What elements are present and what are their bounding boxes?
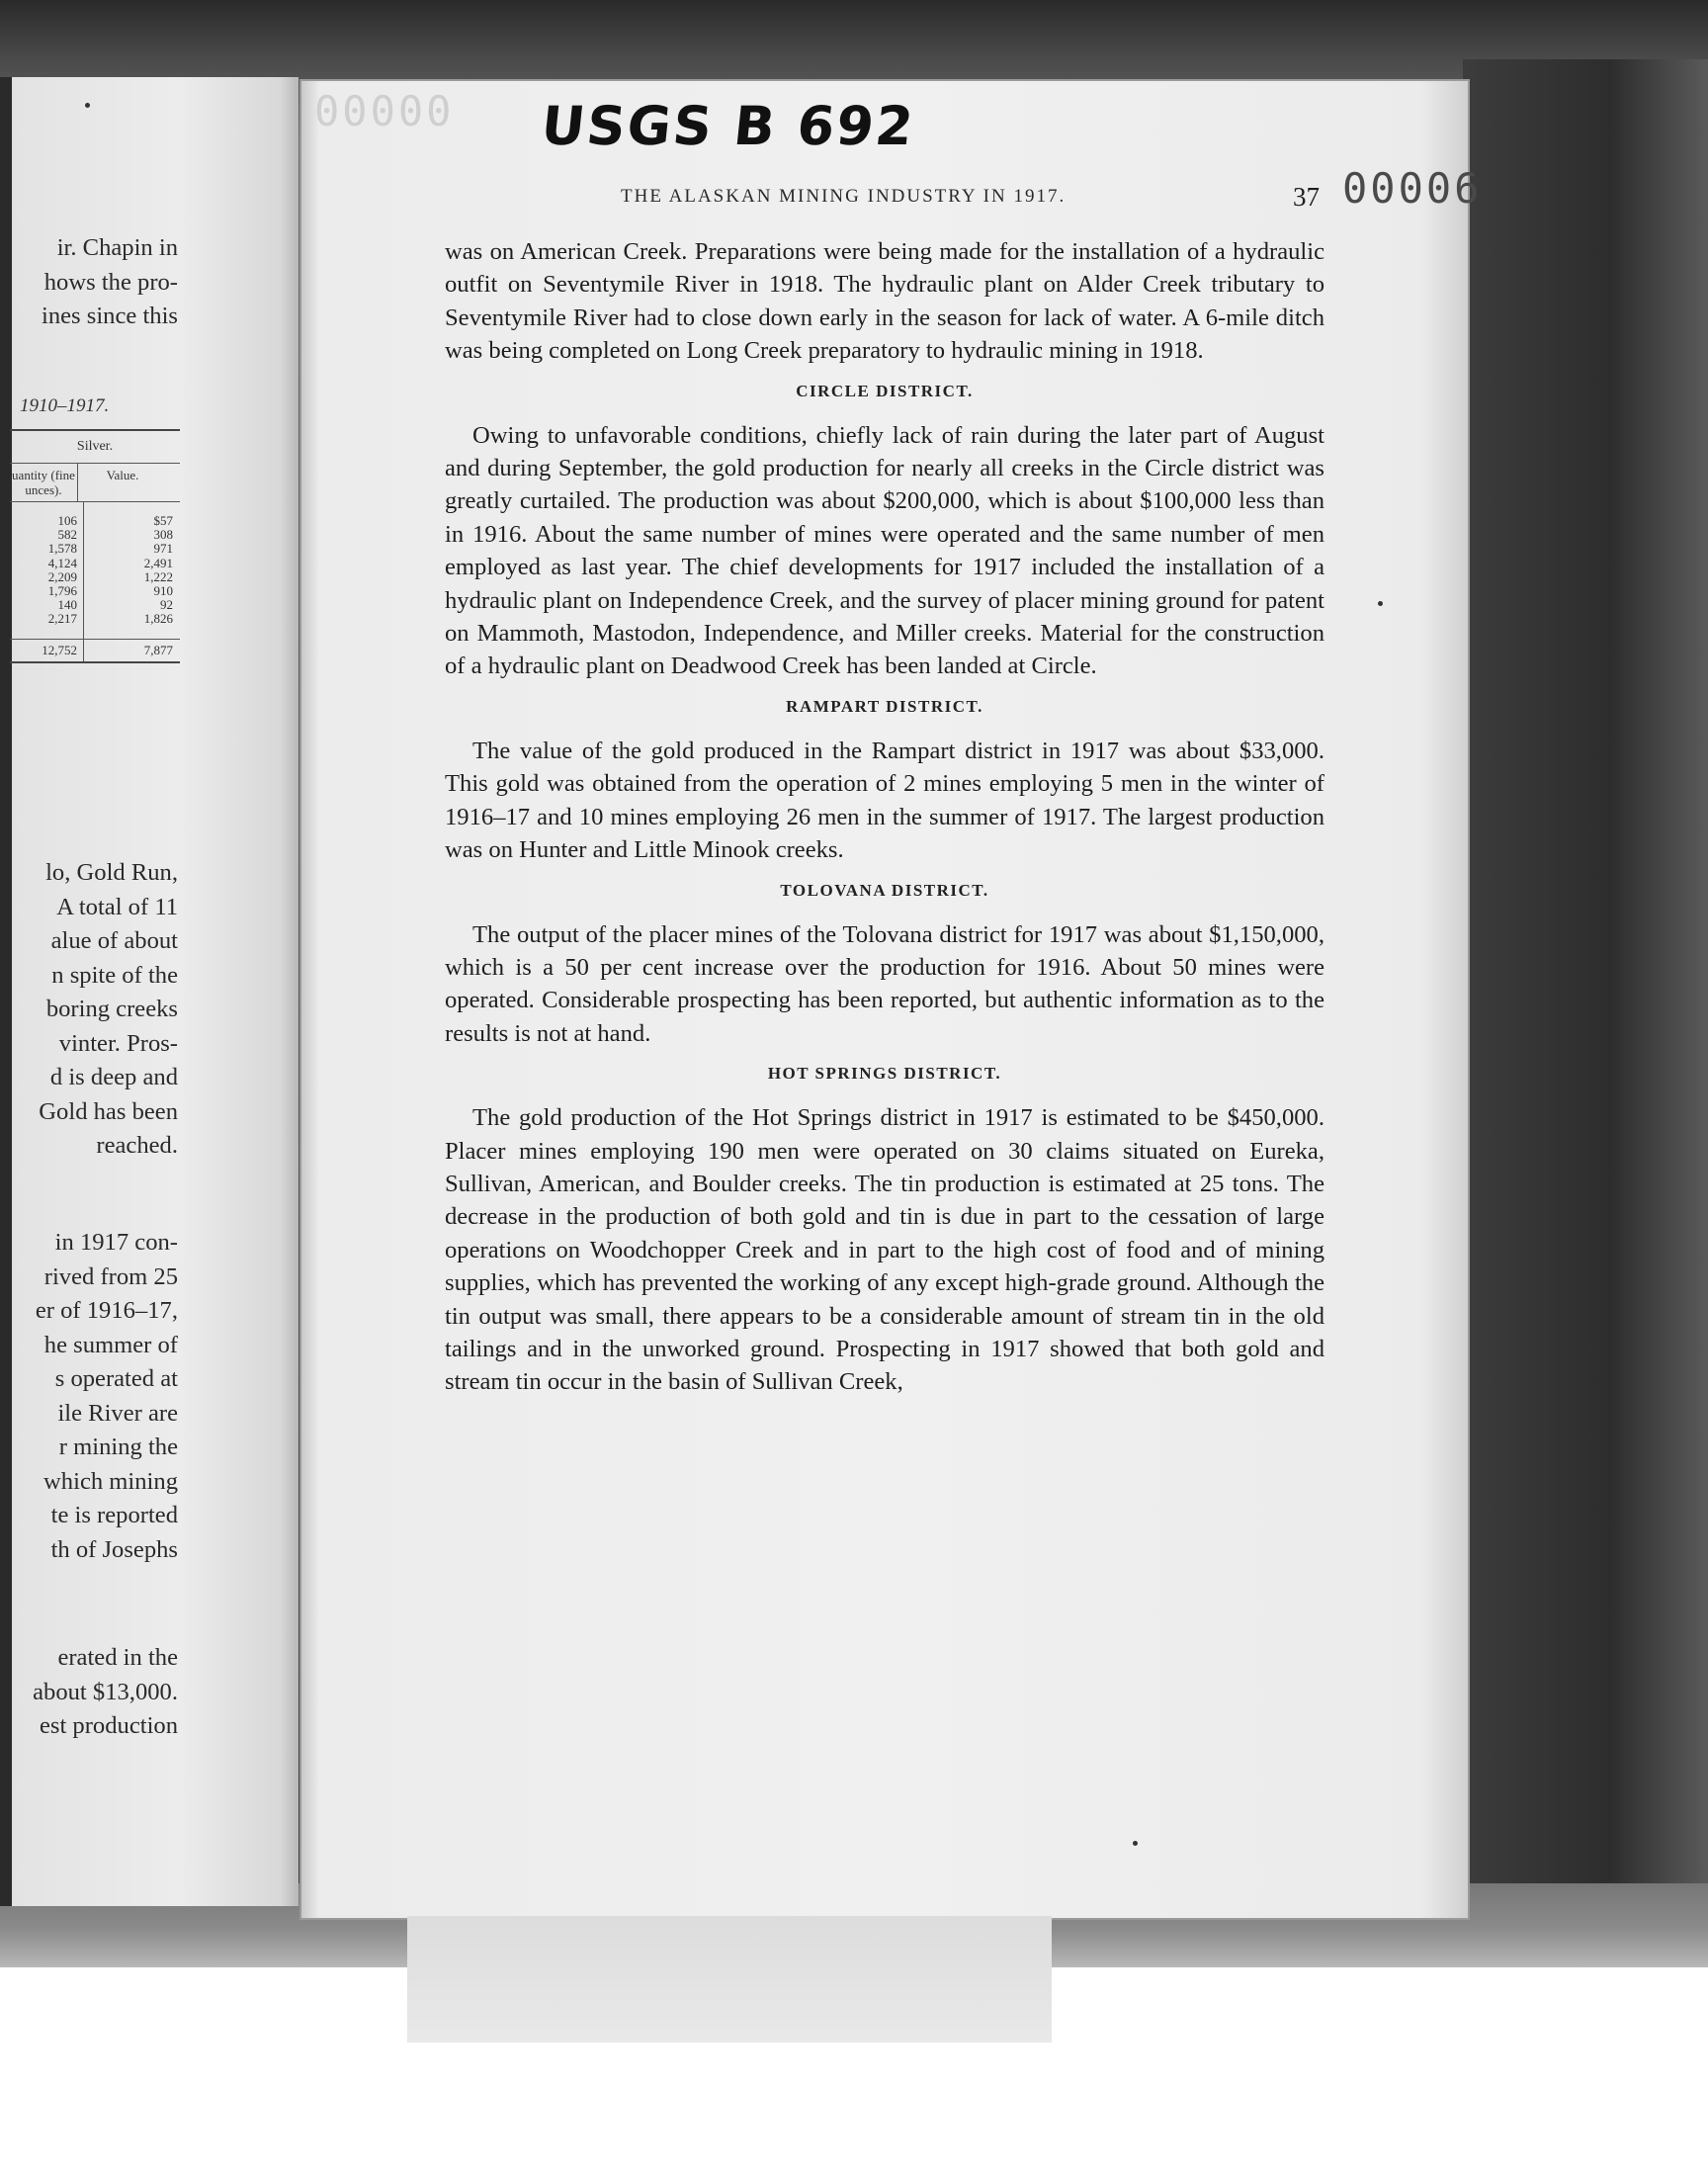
stray-mark <box>1378 601 1383 606</box>
table-row <box>10 598 180 612</box>
running-head: THE ALASKAN MINING INDUSTRY IN 1917. <box>621 186 1067 207</box>
quantity-cell: 106 <box>10 514 84 528</box>
value-cell: 308 <box>153 527 173 543</box>
handwritten-label: USGS B 692 <box>538 95 918 157</box>
left-page-line: lo, Gold Run, <box>45 859 178 886</box>
value-cell: 92 <box>160 597 173 613</box>
quantity-cell: 2,209 <box>10 570 84 584</box>
total-quantity: 12,752 <box>10 640 84 661</box>
table-row <box>10 570 180 584</box>
page-bottom-tab <box>407 1916 1052 2043</box>
left-page-line: about $13,000. <box>33 1678 178 1705</box>
left-page-line: th of Josephs <box>50 1535 178 1563</box>
silver-column-headers <box>10 464 180 502</box>
section-heading-rampart: RAMPART DISTRICT. <box>786 696 983 716</box>
left-page-text <box>0 77 299 1906</box>
stray-mark <box>1133 1841 1138 1846</box>
quantity-cell: 1,796 <box>10 584 84 598</box>
silver-total-row <box>10 639 180 661</box>
table-row <box>10 528 180 542</box>
scan-shadow-right <box>1463 59 1708 2175</box>
section-body-tolovana: The output of the placer mines of the Tolovana district for 1917 was about $1,150,000, which is a 50 per cent increase over the production for 1916. About 50 mines were operated. Considerable prospecting has been reported, but authentic information as to the results is not at hand. <box>445 920 1324 1047</box>
value-cell: 1,222 <box>143 568 173 584</box>
left-page-line: in 1917 con- <box>54 1229 178 1256</box>
quantity-cell: 2,217 <box>10 612 84 626</box>
left-page-line: vinter. Pros- <box>58 1029 178 1057</box>
section-heading-hot-springs: HOT SPRINGS DISTRICT. <box>767 1064 1002 1084</box>
left-page-line: ile River are <box>57 1399 178 1427</box>
table-spacer <box>10 627 180 639</box>
total-value: 7,877 <box>143 642 173 657</box>
section-heading-tolovana: TOLOVANA DISTRICT. <box>780 880 989 900</box>
value-cell: $57 <box>153 513 173 528</box>
quantity-cell: 140 <box>10 598 84 612</box>
intro-paragraph: was on American Creek. Preparations were being made for the installation of a hydraulic outfit on Seventymile River in 1918. The hydraulic plant on Alder Creek tributary to Seventymile River had to close down early in the season for lack of water. A 6-mile ditch was being completed on Long Creek preparatory to hydraulic mining in 1918. <box>445 238 1324 365</box>
faint-stamp: 00000 <box>314 87 455 135</box>
left-page-line: A total of 11 <box>56 893 178 920</box>
left-page-line: te is reported <box>50 1502 178 1528</box>
quantity-cell: 4,124 <box>10 557 84 570</box>
section-body-rampart: The value of the gold produced in the Rampart district in 1917 was about $33,000. This gold was obtained from the operation of 2 mines employing 5 men in the winter of 1916–17 and 10 mines employing 26 men in the summer of 1917. The largest production was on Hunter and Little Minook creeks. <box>445 737 1324 864</box>
main-text-column <box>445 235 1324 1399</box>
left-page-line: n spite of the <box>51 961 178 989</box>
table-row <box>10 612 180 626</box>
page-stamp: 00006 <box>1342 164 1483 213</box>
value-cell: 910 <box>153 583 173 599</box>
section-heading-circle: CIRCLE DISTRICT. <box>796 381 974 400</box>
section-body-circle: Owing to unfavorable conditions, chiefly lack of rain during the later part of August and during September, the gold production for nearly all creeks in the Circle district was greatly curtailed. The production was about $200,000, which is about $100,000 less than in 1916. About the same number of mines were operated and the same number of men employed as last year. The chief developments for 1917 included the installation of a hydraulic plant on Independence Creek, and the survey of placer mining ground for patent on Mammoth, Mastodon, Independence, and Miller creeks. Material for the construction of a hydraulic plant on Deadwood Creek has been landed at Circle. <box>445 421 1324 680</box>
left-page-line: r mining the <box>58 1434 178 1460</box>
table-row <box>10 514 180 528</box>
left-page-fragment <box>0 77 299 1906</box>
left-page-line: alue of about <box>50 927 178 954</box>
left-page-line: boring creeks <box>45 996 178 1022</box>
value-cell: 1,826 <box>143 611 173 627</box>
left-page-line: reached. <box>96 1132 178 1159</box>
left-page-line: Gold has been <box>39 1097 178 1125</box>
value-cell: 971 <box>153 541 173 557</box>
page-number: 37 <box>1293 182 1320 212</box>
value-cell: 2,491 <box>143 555 173 570</box>
quantity-cell: 582 <box>10 528 84 542</box>
left-page-line: he summer of <box>43 1331 178 1358</box>
left-page-line: er of 1916–17, <box>35 1297 178 1324</box>
left-page-line: ir. Chapin in <box>56 234 178 261</box>
quantity-column-header: uantity (fine unces). <box>10 464 78 501</box>
left-page-line: s operated at <box>54 1365 178 1392</box>
section-body-hot-springs: The gold production of the Hot Springs district in 1917 is estimated to be $450,000. Placer mines employing 190 men were operated on 30 claims situated on Eureka, Sullivan, American, and Boulder creeks. The tin production is estimated at 25 tons. The decrease in the production of both gold and tin is due in part to the cessation of large operations on Woodchopper Creek and in part to the high cost of food and of mining supplies, which has prevented the working of any except high-grade ground. Although the tin output was small, there appears to be a considerable amount of stream tin in the old tailings and in the unworked ground. Prospecting in 1917 showed that both gold and stream tin occur in the basin of Sullivan Creek, <box>445 1104 1324 1396</box>
table-row <box>10 542 180 556</box>
quantity-cell: 1,578 <box>10 542 84 556</box>
silver-table-body <box>10 514 180 627</box>
value-column-header: Value. <box>106 468 139 482</box>
left-page-line: which mining <box>43 1467 178 1495</box>
left-page-line: hows the pro- <box>43 268 178 296</box>
silver-group-header: Silver. <box>10 431 180 464</box>
left-page-line: d is deep and <box>49 1064 178 1090</box>
left-table-caption: 1910–1917. <box>20 395 110 416</box>
silver-table <box>10 429 180 663</box>
left-page-line: erated in the <box>57 1644 178 1671</box>
table-row <box>10 557 180 570</box>
left-page-line: est production <box>39 1712 178 1739</box>
left-page-line: rived from 25 <box>43 1262 178 1290</box>
left-page-line: ines since this <box>42 303 178 329</box>
stray-mark <box>85 103 90 108</box>
table-row <box>10 584 180 598</box>
